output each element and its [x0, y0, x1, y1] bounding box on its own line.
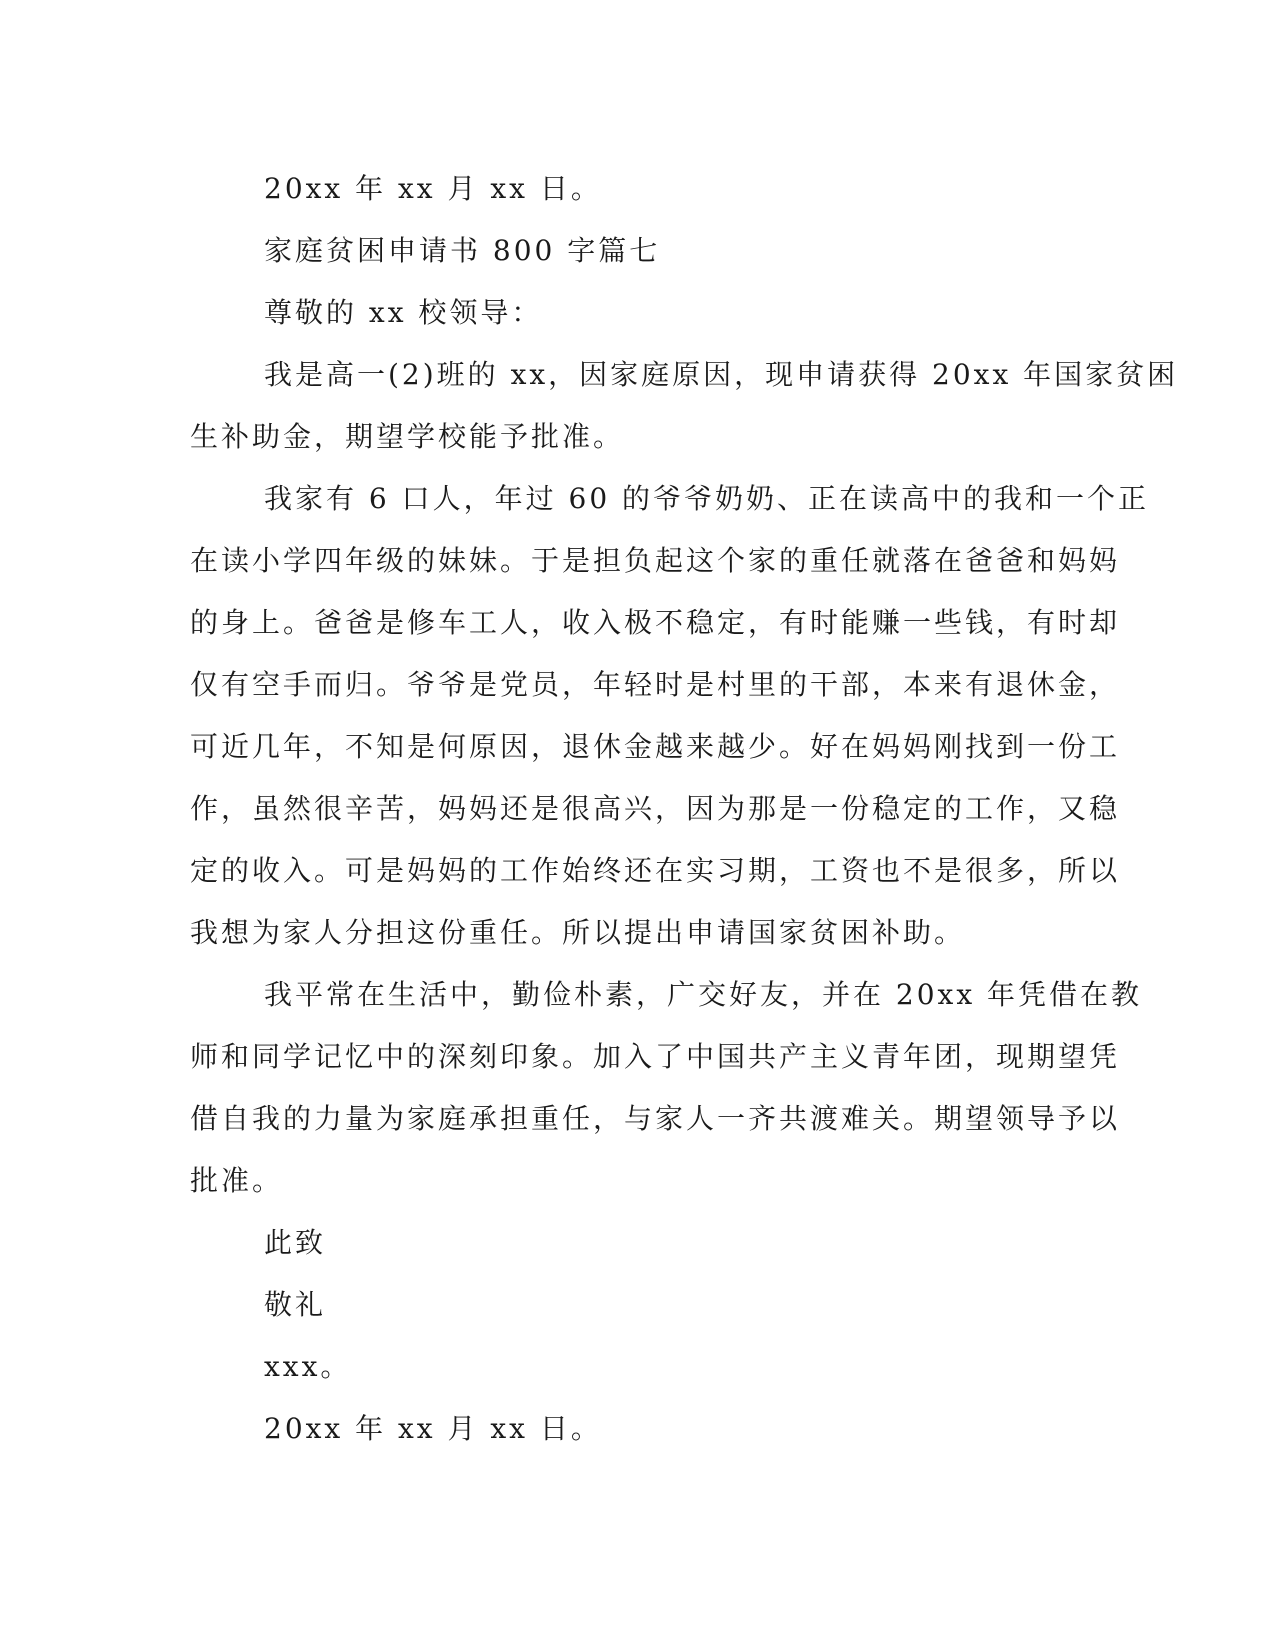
signature: xxx。 — [264, 1350, 352, 1383]
paragraph-3-line: 我平常在生活中，勤俭朴素，广交好友，并在 20xx 年凭借在教 — [264, 978, 1143, 1011]
paragraph-2-line: 可近几年，不知是何原因，退休金越来越少。好在妈妈刚找到一份工 — [190, 730, 1121, 763]
paragraph-1-line: 我是高一(2)班的 xx，因家庭原因，现申请获得 20xx 年国家贫困 — [264, 358, 1179, 391]
paragraph-2-line: 我家有 6 口人，年过 60 的爷爷奶奶、正在读高中的我和一个正 — [264, 482, 1150, 515]
paragraph-2-line: 在读小学四年级的妹妹。于是担负起这个家的重任就落在爸爸和妈妈 — [190, 544, 1121, 577]
closing-regards: 敬礼 — [264, 1288, 327, 1321]
paragraph-2-line: 作，虽然很辛苦，妈妈还是很高兴，因为那是一份稳定的工作，又稳 — [190, 792, 1121, 825]
salutation: 尊敬的 xx 校领导： — [264, 296, 543, 329]
date-line-top: 20xx 年 xx 月 xx 日。 — [264, 172, 602, 205]
paragraph-2-line: 我想为家人分担这份重任。所以提出申请国家贫困补助。 — [190, 916, 966, 949]
document-body — [190, 158, 1179, 1460]
paragraph-2-line: 定的收入。可是妈妈的工作始终还在实习期，工资也不是很多，所以 — [190, 854, 1121, 887]
paragraph-3-line: 批准。 — [190, 1164, 284, 1197]
paragraph-1-line: 生补助金，期望学校能予批准。 — [190, 420, 625, 453]
paragraph-3-line: 借自我的力量为家庭承担重任，与家人一齐共渡难关。期望领导予以 — [190, 1102, 1121, 1135]
paragraph-3-line: 师和同学记忆中的深刻印象。加入了中国共产主义青年团，现期望凭 — [190, 1040, 1121, 1073]
section-title: 家庭贫困申请书 800 字篇七 — [264, 234, 661, 267]
date-line-bottom: 20xx 年 xx 月 xx 日。 — [264, 1412, 602, 1445]
closing-line: 此致 — [264, 1226, 327, 1259]
paragraph-2-line: 仅有空手而归。爷爷是党员，年轻时是村里的干部，本来有退休金， — [190, 668, 1121, 701]
paragraph-2-line: 的身上。爸爸是修车工人，收入极不稳定，有时能赚一些钱，有时却 — [190, 606, 1121, 639]
